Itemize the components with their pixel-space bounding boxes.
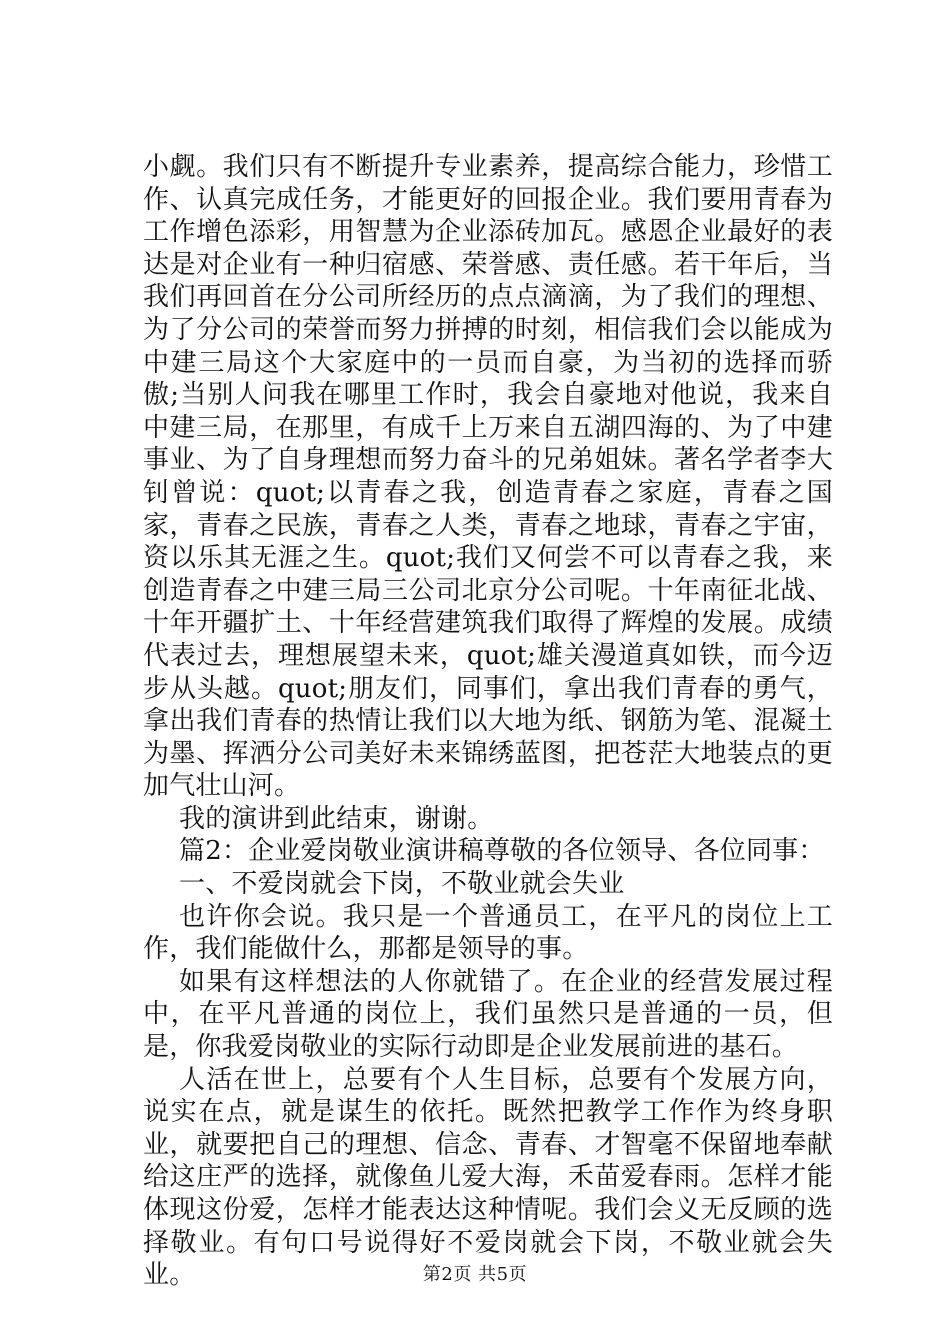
section-heading-speech-2: 篇2：企业爱岗敬业演讲稿尊敬的各位领导、各位同事：	[179, 836, 825, 867]
page-number-footer: 第2页 共5页	[422, 1264, 528, 1285]
paragraph-closing-remark: 我的演讲到此结束，谢谢。	[179, 803, 494, 834]
subsection-heading-1: 一、不爱岗就会下岗，不敬业就会失业	[179, 869, 625, 900]
paragraph: 如果有这样想法的人你就错了。在企业的经营发展过程中，在平凡普通的岗位上，我们虽然只是普通的一员，但是，你我爱岗敬业的实际行动即是企业发展前进的基石。	[143, 966, 833, 1063]
paragraph: 人活在世上，总要有个人生目标，总要有个发展方向，说实在点，就是谋生的依托。既然把教学工作作为终身职业，就要把自己的理想、信念、青春、才智毫不保留地奉献给这庄严的选择，就像鱼儿爱大海，禾苗爱春雨。怎样才能体现这份爱，怎样才能表达这种情呢。我们会义无反顾的选择敬业。有句口号说得好不爱岗就会下岗，不敬业就会失业。	[143, 1064, 833, 1291]
paragraph: 也许你会说。我只是一个普通员工，在平凡的岗位上工作，我们能做什么，那都是领导的事。	[143, 901, 833, 965]
paragraph-continuation: 小觑。我们只有不断提升专业素养，提高综合能力，珍惜工作、认真完成任务，才能更好的回报企业。我们要用青春为工作增色添彩，用智慧为企业添砖加瓦。感恩企业最好的表达是对企业有一种归宿感、荣誉感、责任感。若干年后，当我们再回首在分公司所经历的点点滴滴，为了我们的理想、为了分公司的荣誉而努力拼搏的时刻，相信我们会以能成为中建三局这个大家庭中的一员而自豪，为当初的选择而骄傲;当别人问我在哪里工作时，我会自豪地对他说，我来自中建三局，在那里，有成千上万来自五湖四海的、为了中建事业、为了自身理想而努力奋斗的兄弟姐妹。著名学者李大钊曾说：quot;以青春之我，创造青春之家庭，青春之国家，青春之民族，青春之人类，青春之地球，青春之宇宙，资以乐其无涯之生。quot;我们又何尝不可以青春之我，来创造青春之中建三局三公司北京分公司呢。十年南征北战、十年开疆扩土、十年经营建筑我们取得了辉煌的发展。成绩代表过去，理想展望未来，quot;雄关漫道真如铁，而今迈步从头越。quot;朋友们，同事们，拿出我们青春的勇气，拿出我们青春的热情让我们以大地为纸、钢筋为笔、混凝土为墨、挥洒分公司美好未来锦绣蓝图，把苍茫大地装点的更加气壮山河。	[143, 152, 833, 802]
document-body	[143, 151, 833, 1292]
